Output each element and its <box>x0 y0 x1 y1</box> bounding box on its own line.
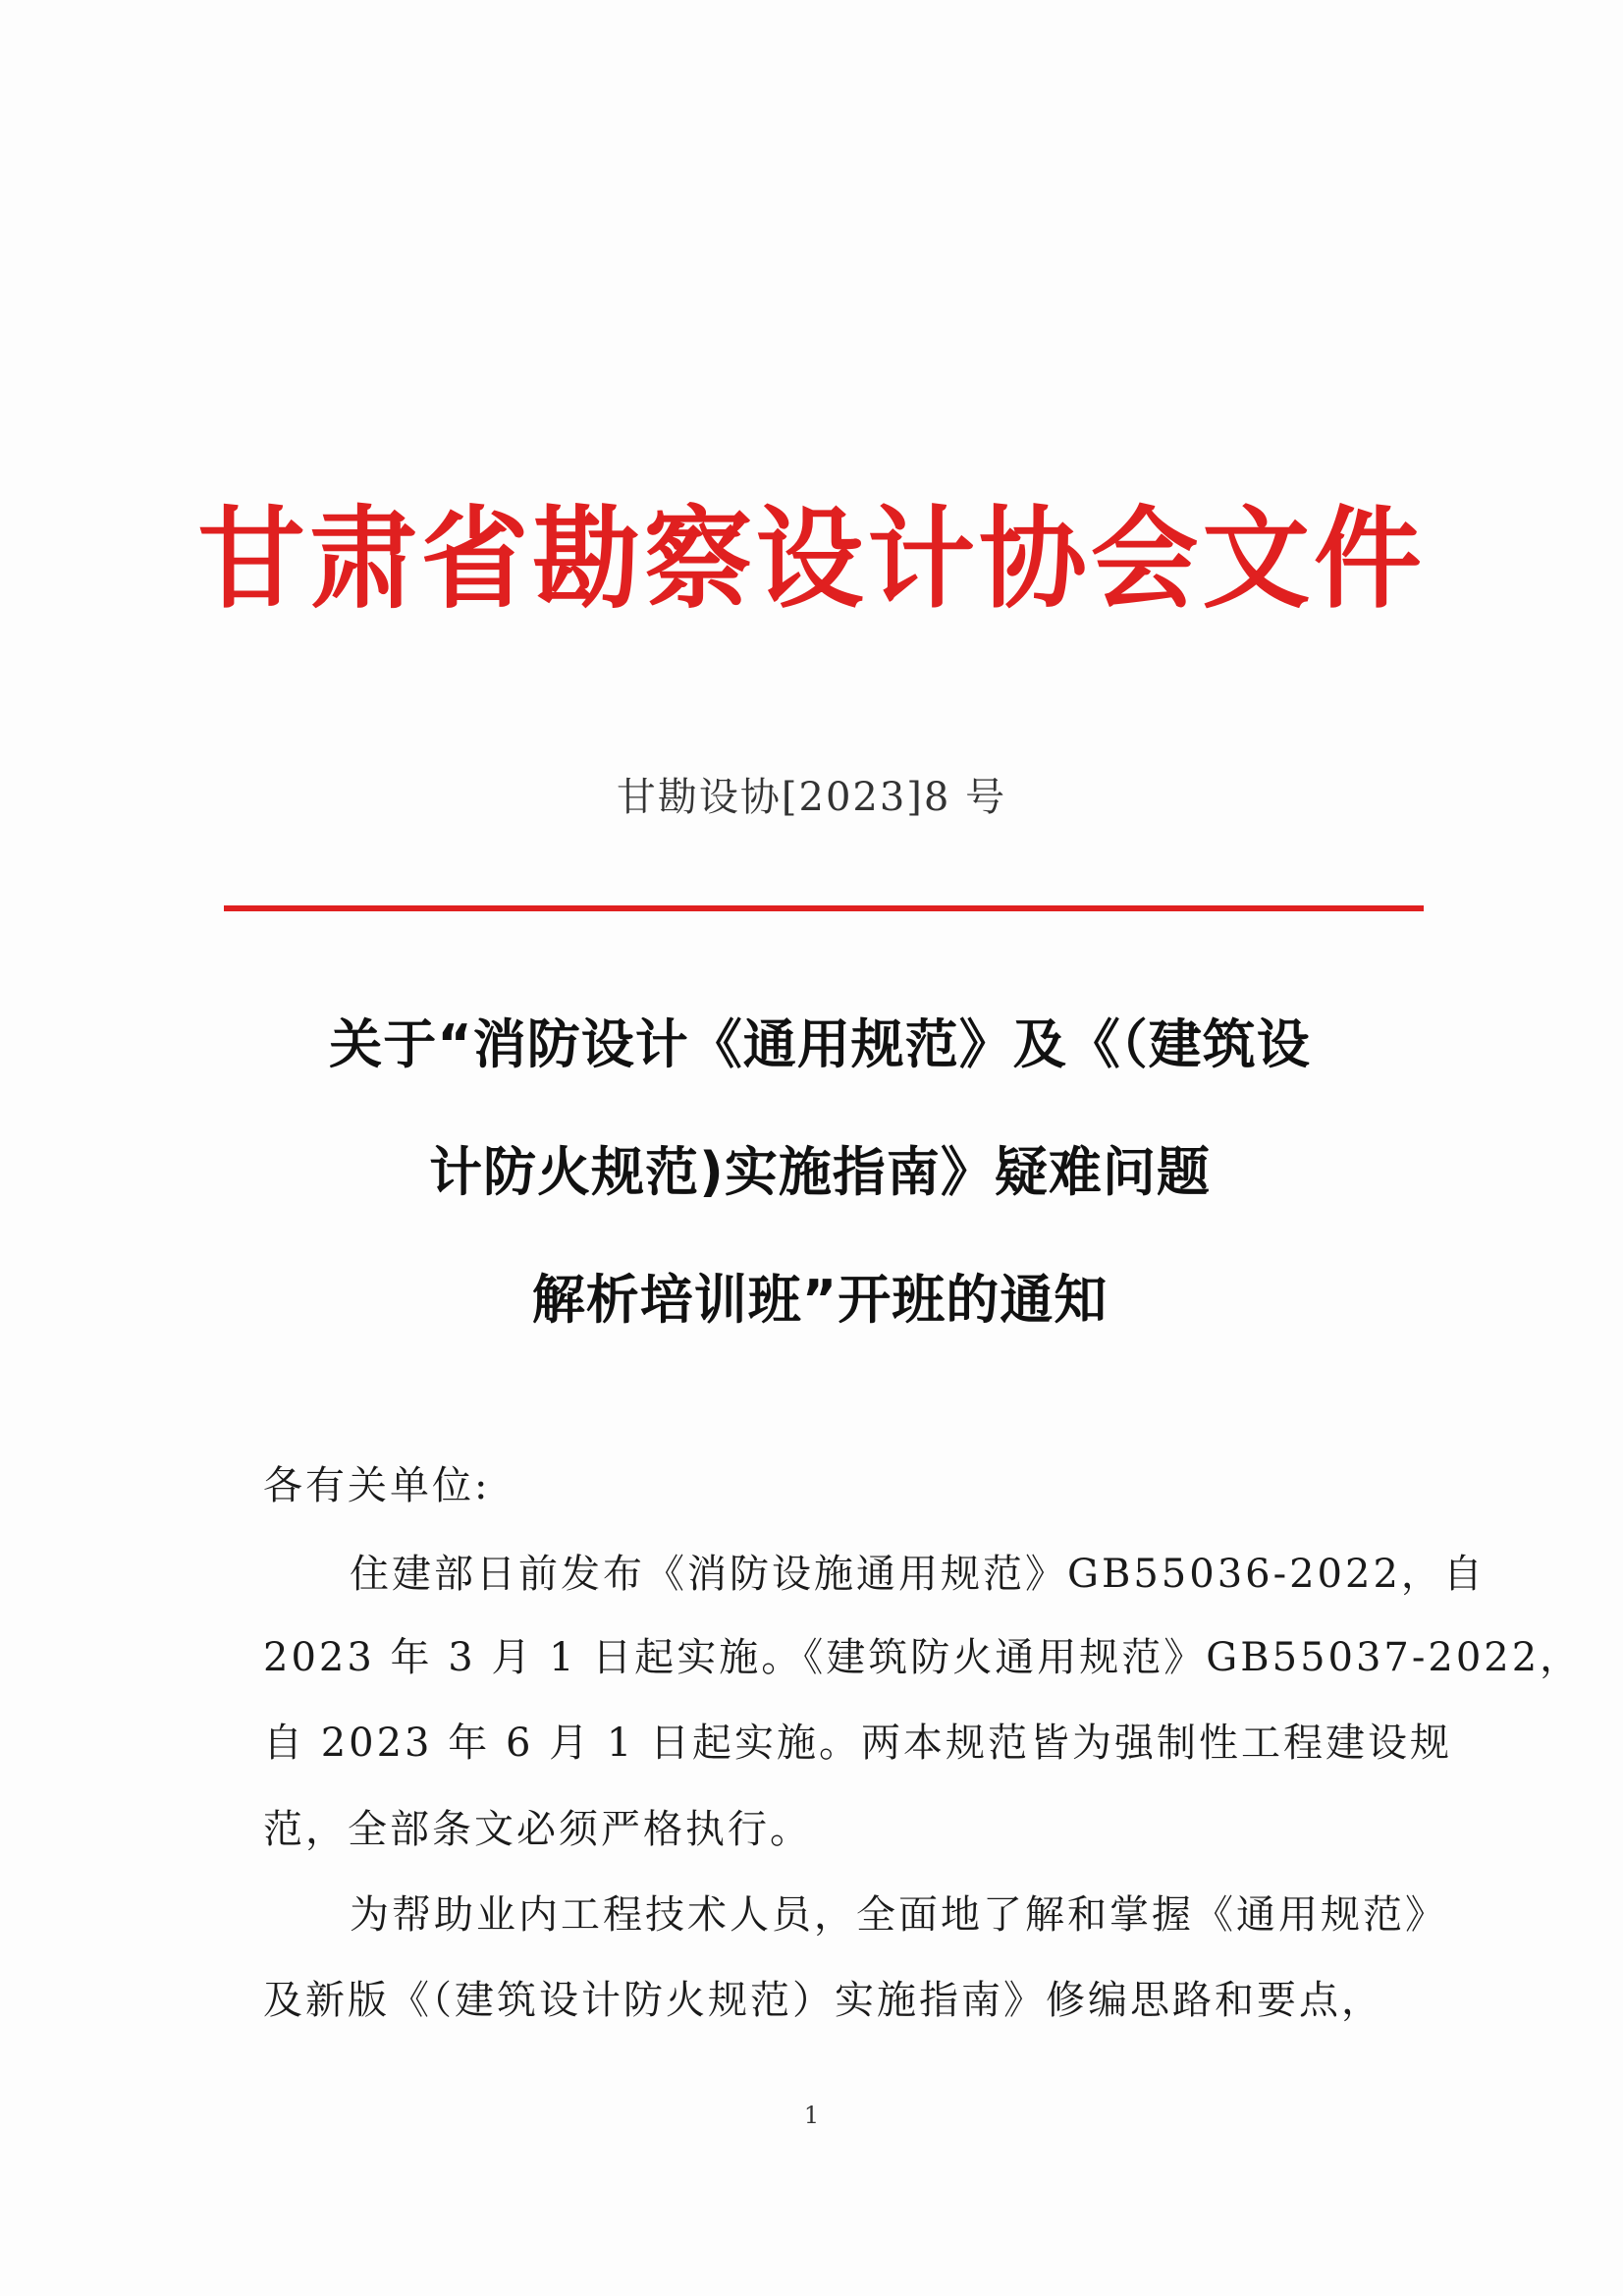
notice-title-line-3: 解析培训班”开班的通知 <box>531 1269 1109 1331</box>
body-paragraph-2-line-2: 及新版《（建筑设计防火规范）实施指南》修编思路和要点， <box>263 1978 1383 2023</box>
masthead-title: 甘肃省勘察设计协会文件 <box>197 496 1426 624</box>
body-paragraph-2-line-1: 为帮助业内工程技术人员，全面地了解和掌握《通用规范》 <box>350 1892 1447 1938</box>
red-divider-line <box>224 905 1424 911</box>
body-paragraph-1-line-4: 范，全部条文必须严格执行。 <box>263 1807 812 1852</box>
body-paragraph-1-line-3: 自 2023 年 6 月 1 日起实施。两本规范皆为强制性工程建设规 <box>263 1721 1452 1766</box>
notice-title-line-2: 计防火规范)实施指南》疑难问题 <box>429 1141 1211 1203</box>
body-paragraph-1-line-1: 住建部日前发布《消防设施通用规范》GB55036-2022，自 <box>350 1552 1486 1597</box>
notice-title-line-1: 关于“消防设计《通用规范》及《（建筑设 <box>329 1013 1311 1075</box>
document-number: 甘勘设协[2023]8 号 <box>616 775 1007 820</box>
body-paragraph-1-line-2: 2023 年 3 月 1 日起实施。《建筑防火通用规范》GB55037-2022， <box>263 1635 1583 1680</box>
salutation: 各有关单位: <box>263 1463 491 1508</box>
page-number: 1 <box>803 2102 820 2129</box>
